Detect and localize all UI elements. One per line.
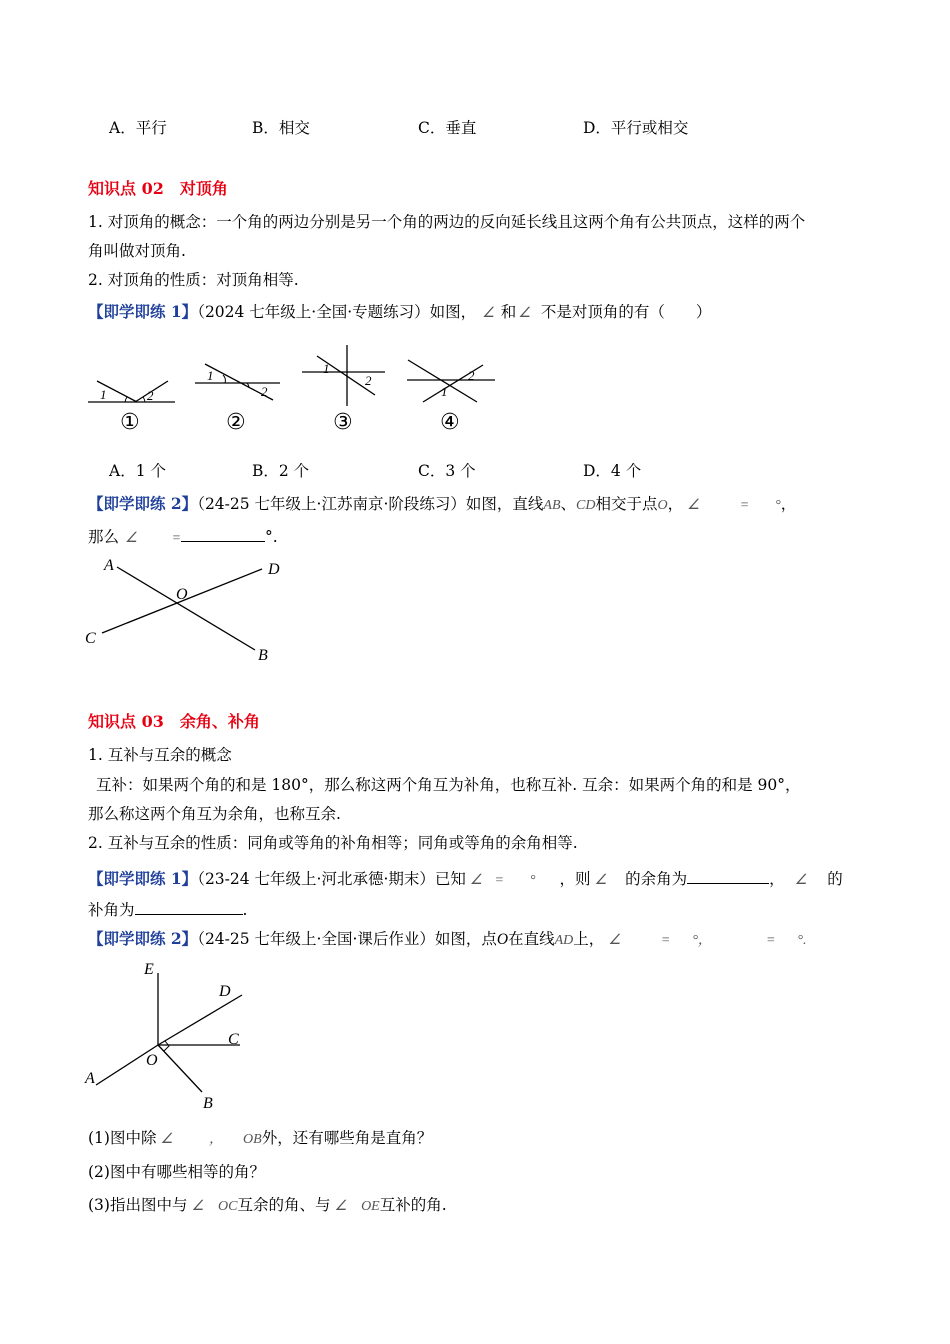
point-a: A [85,1070,95,1087]
section-02-heading: 知识点 02 对顶角 [88,179,228,198]
answer-blank[interactable] [181,525,265,542]
figure-3 [302,345,385,406]
point-c: C [228,1031,239,1048]
figure-number-4: ④ [440,410,460,435]
fig1-label-2: 2 [147,388,154,403]
concept-line-2: 角叫做对顶角. [88,242,186,260]
figure-number-3: ③ [333,410,353,435]
option-d: D．平行或相交 [583,119,689,137]
concept-text-2: 那么称这两个角互为余角，也称互余. [88,805,341,823]
figure-number-2: ② [226,410,246,435]
property-text: 2. 互补与互余的性质：同角或等角的补角相等；同角或等角的余角相等. [88,834,578,852]
option-c: C．垂直 [418,119,477,137]
exercise-2-answer-line: 那么 ∠ = °. [88,525,278,547]
figure-2 [195,364,280,400]
ex1-option-b: B．2 个 [252,462,310,480]
point-b: B [203,1095,213,1112]
point-b: B [258,647,268,664]
question-1: (1)图中除 ∠ ， OB外，还有哪些角是直角？ [88,1129,433,1147]
figure-4 [407,360,495,402]
fig1-label-1: 1 [100,387,107,402]
point-o: O [146,1052,158,1069]
property-line: 2. 对顶角的性质：对顶角相等. [88,271,299,289]
exercise-tag: 【即学即练 1】 [88,869,198,888]
point-c: C [85,630,96,647]
exercise-tag: 【即学即练 2】 [88,929,198,948]
option-a: A．平行 [109,119,167,137]
figure-number-1: ① [120,410,140,435]
ex1-option-a: A．1 个 [109,462,166,480]
exercise-tag: 【即学即练 1】 [88,302,198,321]
exercise-1-prompt: 【即学即练 1】（2024 七年级上·全国·专题练习）如图， ∠ 和 ∠ 不是对顶角的有（ ） [88,302,712,321]
supplement-blank[interactable] [135,898,243,915]
point-o: O [176,586,188,603]
point-d: D [219,983,231,1000]
section-03-heading: 知识点 03 余角、补角 [88,712,260,731]
exercise-3-prompt: 【即学即练 1】（23-24 七年级上·河北承德·期末）已知 ∠ = ° ，则 ∠ 的余角为 ， ∠ 的 [88,869,843,888]
intersecting-lines-figure [80,550,300,670]
fig3-label-2: 2 [365,373,372,388]
point-a: A [104,557,114,574]
complement-blank[interactable] [687,867,769,884]
point-d: D [268,561,280,578]
angles-figure [80,955,260,1120]
question-3: (3)指出图中与 ∠ OC互余的角、与 ∠ OE互补的角. [88,1196,447,1214]
fig2-label-2: 2 [261,384,268,399]
figure-1 [88,381,175,403]
fig4-label-1: 1 [441,384,448,399]
question-2: (2)图中有哪些相等的角？ [88,1163,265,1181]
exercise-tag: 【即学即练 2】 [88,494,198,513]
fig3-label-1: 1 [323,361,330,376]
ex1-option-d: D．4 个 [583,462,642,480]
exercise-4-prompt: 【即学即练 2】（24-25 七年级上·全国·课后作业）如图，点O在直线AD上， ∠ = °， = °. [88,929,807,948]
point-e: E [144,961,154,978]
ex1-option-c: C．3 个 [418,462,476,480]
fig2-label-1: 1 [207,368,214,383]
concept-title: 1. 互补与互余的概念 [88,746,232,764]
concept-text-1: 互补：如果两个角的和是 180°，那么称这两个角互为补角，也称互补. 互余：如果两个角的和是 90°， [96,776,801,794]
option-b: B．相交 [252,119,310,137]
fig4-label-2: 2 [468,368,475,383]
concept-line-1: 1. 对顶角的概念：一个角的两边分别是另一个角的两边的反向延长线且这两个角有公共顶点，这样的两个 [88,213,806,231]
exercise-3-line-2: 补角为 . [88,898,247,920]
exercise-2-prompt: 【即学即练 2】（24-25 七年级上·江苏南京·阶段练习）如图，直线AB、CD相交于点O， ∠ = °， [88,494,797,513]
